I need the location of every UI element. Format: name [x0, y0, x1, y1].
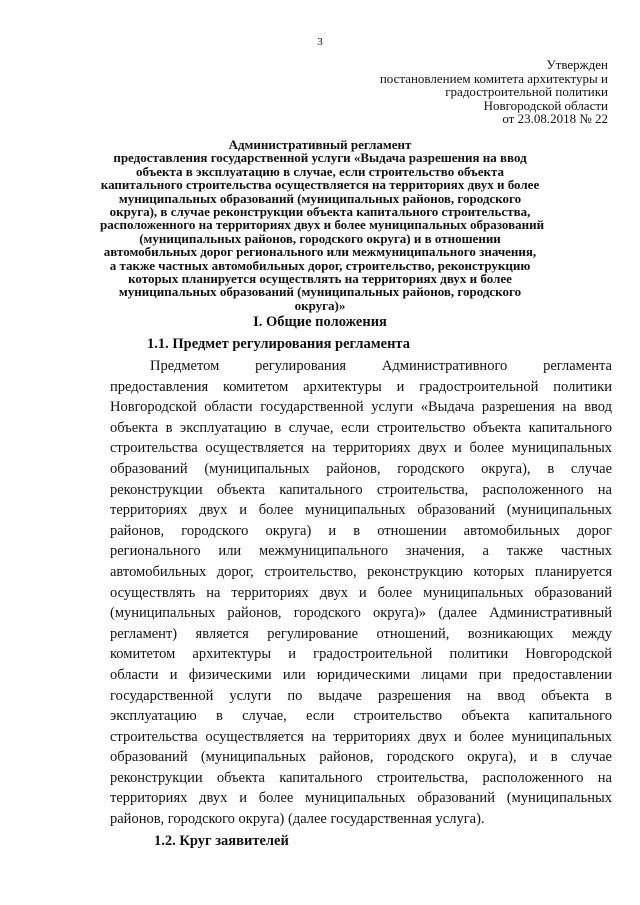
- title-line: Административный регламент: [228, 137, 412, 152]
- title-line: расположенного на территориях двух и более муниципальных образований: [100, 217, 545, 233]
- paragraph-line: территориях двух и более муниципальных образований (муниципальных: [110, 502, 612, 519]
- document-title: [100, 137, 545, 313]
- paragraph-line: образований (муниципальных районов, городского округа), и в случае: [110, 749, 612, 766]
- title-line: автомобильных дорог регионального или межмуниципального значения,: [103, 244, 537, 260]
- paragraph-line: реконструкции объекта капитального строительства, расположенного на: [110, 481, 612, 498]
- paragraph-line: Новгородской области государственной услуги «Выдача разрешения на ввод: [110, 399, 612, 416]
- paragraph-line: районов, городского округа) и в отношении автомобильных дорог: [110, 522, 612, 539]
- title-line: округа), в случае реконструкции объекта капитального строительства,: [109, 204, 531, 220]
- paragraph-line: территориях двух и более муниципальных образований (муниципальных: [110, 790, 612, 807]
- approval-line: градостроительной политики: [445, 84, 608, 100]
- title-line: а также частных автомобильных дорог, строительство, реконструкцию: [109, 257, 531, 273]
- section-heading: I. Общие положения: [253, 314, 387, 330]
- paragraph-line: государственной услуги по выдаче разрешения на ввод объекта в: [110, 687, 612, 704]
- paragraph-line: предоставления комитетом архитектуры и градостроительной политики: [110, 378, 612, 395]
- title-line: объекта в эксплуатацию в случае, если строительство объекта: [135, 163, 505, 179]
- title-line: муниципальных образований (муниципальных районов, городского: [118, 190, 522, 206]
- body-paragraph: [110, 356, 612, 830]
- paragraph-line: эксплуатацию в случае, если строительство объекта капитального: [110, 708, 612, 725]
- page-number: 3: [317, 36, 323, 48]
- paragraph-line: реконструкции объекта капитального строительства, расположенного на: [110, 769, 612, 786]
- approval-line: Новгородской области: [483, 97, 608, 113]
- paragraph-line: осуществлять на территориях двух и более муниципальных образований: [110, 584, 612, 601]
- paragraph-line: Предметом регулирования Административного регламента: [150, 358, 612, 374]
- paragraph-line: строительства осуществляется на территориях двух и более муниципальных: [110, 440, 612, 457]
- paragraph-line: регионального или межмуниципального значения, а также частных: [110, 543, 612, 560]
- paragraph-line: строительства осуществляется на территориях двух и более муниципальных: [110, 728, 612, 745]
- approval-line: от 23.08.2018 № 22: [502, 111, 608, 127]
- approval-stamp-block: [380, 58, 608, 126]
- approval-line: Утвержден: [546, 57, 608, 72]
- title-line: которых планируется осуществлять на территориях двух и более: [128, 271, 512, 287]
- title-line: (муниципальных районов, городского округа) и в отношении: [139, 230, 501, 246]
- paragraph-line: области и физическими или юридическими лицами при предоставлении: [110, 666, 612, 683]
- paragraph-line: объекта в эксплуатацию в случае, если строительство объекта капитального: [110, 419, 612, 436]
- paragraph-line: районов, городского округа) (далее государственная услуга).: [110, 811, 485, 828]
- paragraph-line: (муниципальных районов, городского округа)» (далее Административный: [110, 605, 612, 622]
- title-line: округа)»: [294, 297, 346, 313]
- subsection-heading: 1.1. Предмет регулирования регламента: [147, 336, 410, 352]
- subsection-heading: 1.2. Круг заявителей: [154, 833, 289, 849]
- paragraph-line: комитетом архитектуры и градостроительной политики Новгородской: [110, 646, 612, 663]
- paragraph-line: автомобильных дорог, строительство, реконструкцию которых планируется: [110, 563, 612, 580]
- title-line: капитального строительства осуществляется на территориях двух и более: [100, 177, 540, 193]
- title-line: муниципальных образований (муниципальных районов, городского: [118, 284, 522, 300]
- paragraph-line: регламент) является регулирование отношений, возникающих между: [110, 625, 612, 642]
- approval-line: постановлением комитета архитектуры и: [379, 70, 608, 86]
- paragraph-line: образований (муниципальных районов, городского округа), в случае: [110, 460, 612, 477]
- title-line: предоставления государственной услуги «Выдача разрешения на ввод: [113, 150, 527, 166]
